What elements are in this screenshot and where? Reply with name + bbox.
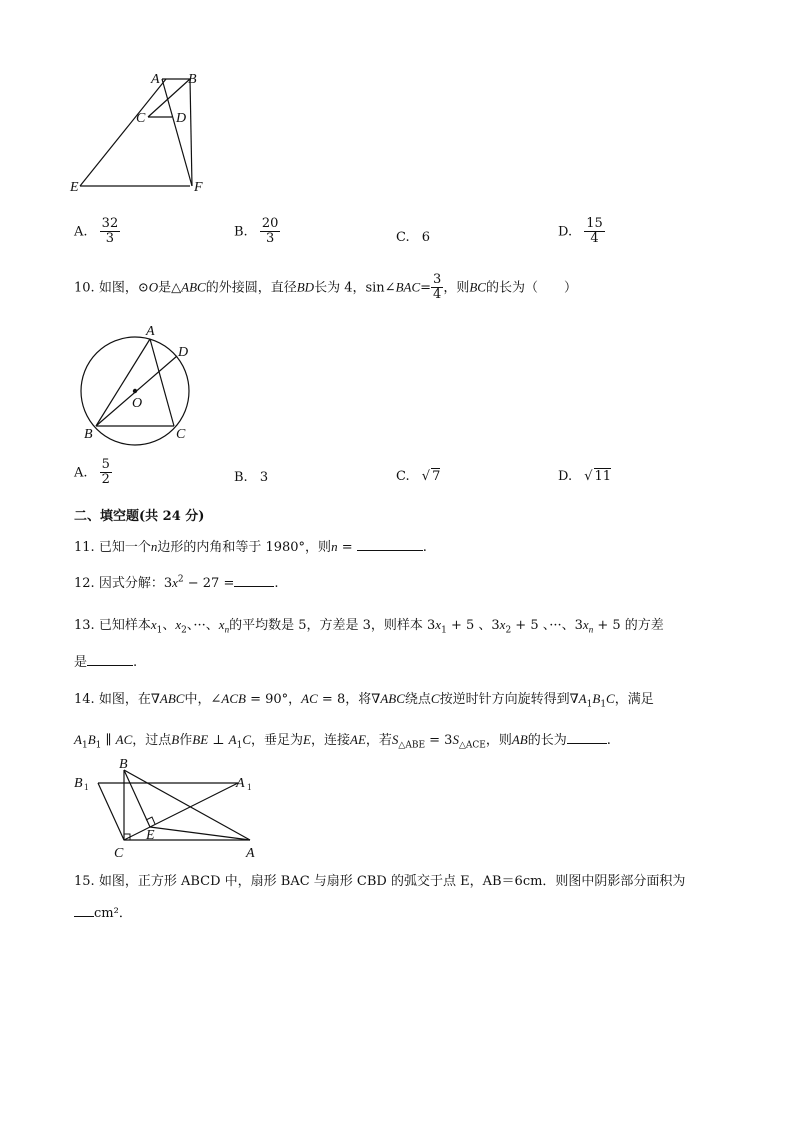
question-11: 11. 已知一个n边形的内角和等于 1980°，则n = . xyxy=(74,539,427,555)
q9-option-c[interactable] xyxy=(396,230,430,245)
question-13-line2: 是 . xyxy=(74,655,138,670)
fraction: $\frac{32}{3}$ xyxy=(101,216,119,247)
question-10: 10. 如图，⊙O是△ABC的外接圆，直径BD长为 4，sin∠BAC= $\frac{3}{4}$ ，则BC的长为（ ） xyxy=(74,272,577,303)
fraction: $\frac{3}{4}$ xyxy=(433,272,442,303)
option-value: 3 xyxy=(259,470,269,485)
label-C: C xyxy=(136,111,146,126)
question-14-line2: $A_1B_1$ ∥ AC，过点B作BE ⊥ $A_1C$，垂足为E，连接AE，若$S_{\triangle ABE} = 3S_{\triangle ACE}$，则AB的长为 . xyxy=(74,732,611,751)
option-letter: D. xyxy=(558,469,573,484)
option-letter: A. xyxy=(74,465,88,481)
option-value: 6 xyxy=(421,230,431,245)
question-number: 13. xyxy=(74,618,95,633)
label-A1-sub: 1 xyxy=(247,782,252,792)
sqrt-symbol: √ xyxy=(421,469,431,484)
section-title: 二、填空题(共 24 分) xyxy=(74,509,205,524)
question-number: 12. xyxy=(74,576,95,591)
label-E: E xyxy=(70,180,79,195)
q9-option-a[interactable] xyxy=(74,217,120,247)
figure-q9 xyxy=(60,62,220,202)
label-A: A xyxy=(151,72,160,87)
label-D: D xyxy=(176,111,187,126)
label-A: A xyxy=(246,846,255,861)
sqrt-symbol: √ xyxy=(584,469,593,484)
question-number: 15. xyxy=(74,874,95,889)
figure-q10 xyxy=(76,320,206,448)
answer-blank[interactable] xyxy=(234,574,274,587)
q10-option-d[interactable] xyxy=(558,468,611,484)
label-O: O xyxy=(132,396,143,411)
option-letter: D. xyxy=(558,224,573,240)
option-letter: C. xyxy=(396,469,410,484)
question-number: 10. xyxy=(74,280,95,296)
question-number: 14. xyxy=(74,692,95,707)
q9-option-d[interactable] xyxy=(558,217,605,247)
fraction: $\frac{15}{4}$ xyxy=(586,216,603,247)
option-letter: C. xyxy=(396,230,410,245)
question-14: 14. 如图，在∇ABC中，∠ACB = 90°，AC = 8，将∇ABC绕点C按逆时针方向旋转得到$\nabla A_1B_1C$，满足 xyxy=(74,691,654,710)
label-A: A xyxy=(146,324,155,339)
question-13: 13. 已知样本$x_1$、$x_2$、···、$x_n$的平均数是 5，方差是 3，则样本 $3x_1 + 5$ 、$3x_2 + 5$ 、···、$3x_n + 5$ 的方差 xyxy=(74,617,664,636)
label-B: B xyxy=(84,427,93,442)
answer-blank[interactable] xyxy=(87,653,133,666)
label-B: B xyxy=(188,72,197,87)
question-15: 15. 如图，正方形 ABCD 中，扇形 BAC 与扇形 CBD 的弧交于点 E，AB＝6cm．则图中阴影部分面积为 xyxy=(74,874,686,889)
label-E: E xyxy=(146,828,155,843)
radicand: 7 xyxy=(432,469,441,484)
label-C: C xyxy=(114,846,124,861)
figure-q14 xyxy=(70,758,270,862)
q10-option-a[interactable] xyxy=(74,458,112,488)
label-A1: A xyxy=(236,776,245,791)
question-12: 12. 因式分解：$3x^2 - 27$ = . xyxy=(74,574,279,591)
answer-blank[interactable] xyxy=(357,538,423,551)
fraction: $\frac{5}{2}$ xyxy=(101,457,110,488)
option-letter: B. xyxy=(234,470,248,485)
question-15-line2: cm²． xyxy=(74,902,132,921)
label-D: D xyxy=(178,345,189,360)
q10-option-b[interactable] xyxy=(234,470,268,485)
answer-blank[interactable] xyxy=(567,731,607,744)
label-C: C xyxy=(176,427,186,442)
option-letter: A. xyxy=(74,224,88,240)
label-B: B xyxy=(119,758,128,772)
label-B1-sub: 1 xyxy=(84,782,89,792)
radicand: 11 xyxy=(594,469,612,484)
q9-option-b[interactable] xyxy=(234,217,280,247)
label-F: F xyxy=(194,180,203,195)
question-number: 11. xyxy=(74,540,95,555)
option-letter: B. xyxy=(234,224,248,240)
fraction: $\frac{20}{3}$ xyxy=(261,216,279,247)
answer-blank[interactable] xyxy=(74,904,94,917)
label-B1: B xyxy=(74,776,83,791)
q10-option-c[interactable] xyxy=(396,468,440,484)
